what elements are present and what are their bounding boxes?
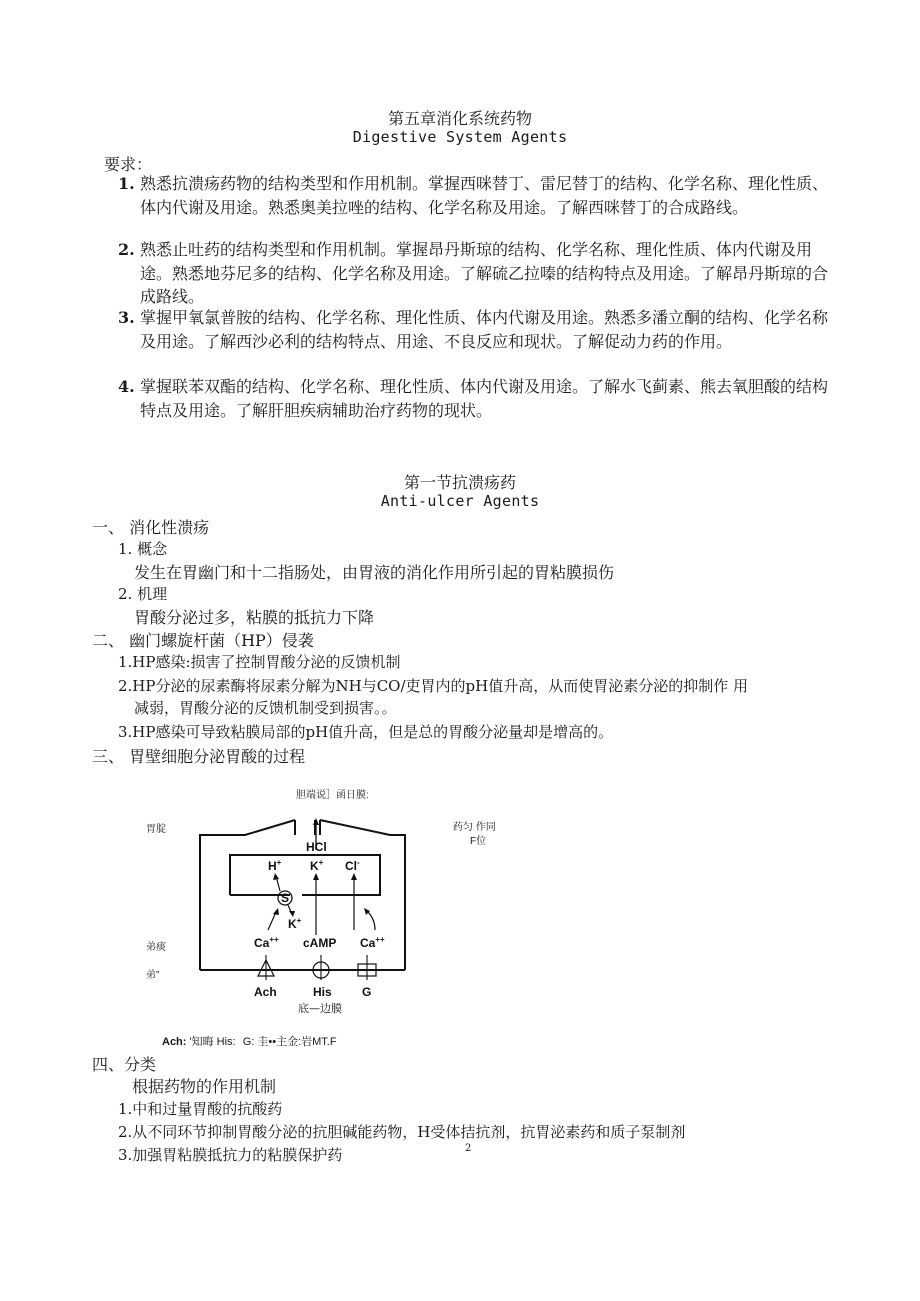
hp-point-3: 3.HP感染可导致粘膜局部的pH值升高，但是总的胃酸分泌量却是增高的。 [118,723,614,741]
page-number: 2 [465,1143,472,1154]
requirement-item-1 [118,172,828,219]
heading-peptic-ulcer: 一、 消化性溃疡 [92,518,210,537]
ca-left-label: Ca++ [254,935,279,950]
hp-point-1: 1.HP感染:损害了控制胃酸分泌的反馈机制 [118,653,401,671]
diagram-right-top-2: F位 [470,836,487,847]
section-title-cn: 第一节抗溃疡药 [403,473,516,492]
k-ion-inner-label: K+ [288,916,302,931]
requirement-text: 掌握联苯双酯的结构、化学名称、理化性质、体内代谢及用途。了解水飞蓟素、熊去氧胆酸的结构特点及用途。了解肝胆疾病辅助治疗药物的现状。 [140,377,829,420]
requirement-num: 4. [118,377,135,396]
diagram-right-top-1: 药匀 作同 [453,822,496,833]
diagram-top-caption: 胆端说］函日膜: [296,790,369,801]
requirement-num: 2. [118,240,135,259]
hcl-label: HCl [306,840,327,854]
his-label: His [313,985,332,999]
heading-hp: 二、 幽门螺旋杆菌（HP）侵袭 [92,631,314,650]
hp-point-2b: 减弱，胃酸分泌的反馈机制受到损害。。 [134,699,397,717]
section-title-en: Anti-ulcer Agents [380,492,540,510]
heading-parietal-cell: 三、 胃壁细胞分泌胃酸的过程 [92,747,306,766]
diagram-left-mid2: 弟” [146,970,160,981]
g-label: G [362,985,372,999]
parietal-cell-diagram [180,800,430,1040]
class-item-3: 3.加强胃粘膜抵抗力的粘膜保护药 [118,1146,343,1164]
requirement-text: 熟悉抗溃疡药物的结构类型和作用机制。掌握西咪替丁、雷尼替丁的结构、化学名称、理化性质、体内代谢及用途。熟悉奥美拉唑的结构、化学名称及用途。了解西咪替丁的合成路线。 [140,174,829,217]
diagram-left-mid1: 弟痰 [146,942,166,953]
requirement-item-3 [118,306,828,353]
chapter-title-cn: 第五章消化系统药物 [387,109,532,128]
h-ion-label: H+ [268,858,282,873]
mechanism-text: 胃酸分泌过多，粘膜的抵抗力下降 [134,608,375,627]
bottom-membrane-label: 底—边膜 [298,1002,342,1015]
mechanism-label: 2. 机理 [118,585,168,603]
diagram-left-top: 胃腚 [146,824,166,835]
requirement-item-4 [118,375,828,422]
requirement-text: 熟悉止吐药的结构类型和作用机制。掌握昂丹斯琼的结构、化学名称、理化性质、体内代谢及用途。熟悉地芬尼多的结构、化学名称及用途。了解硫乙拉嗪的结构特点及用途。了解昂丹斯琼的合成路线。 [140,240,829,306]
requirement-item-2 [118,238,828,309]
ach-label: Ach [254,985,277,999]
concept-text: 发生在胃幽门和十二指肠处，由胃液的消化作用所引起的胃粘膜损伤 [134,563,615,582]
classification-basis: 根据药物的作用机制 [132,1077,277,1096]
ca-right-label: Ca++ [360,935,385,950]
diagram-legend: Ach: '知晦 His: G: 圭••主金:岩MT.F [162,1036,337,1048]
cl-ion-label: Cl- [345,858,360,873]
chapter-title-en: Digestive System Agents [352,128,568,146]
requirement-num: 1. [118,174,135,193]
pump-s-label: S [281,891,290,905]
heading-classification: 四、分类 [92,1055,157,1074]
requirement-num: 3. [118,308,135,327]
requirements-heading: 要求： [104,155,153,174]
requirement-text: 掌握甲氧氯普胺的结构、化学名称、理化性质、体内代谢及用途。熟悉多潘立酮的结构、化学名称及用途。了解西沙必利的结构特点、用途、不良反应和现状。了解促动力药的作用。 [140,308,829,351]
camp-label: cAMP [303,936,337,950]
class-item-1: 1.中和过量胃酸的抗酸药 [118,1100,283,1118]
hp-point-2a: 2.HP分泌的尿素酶将尿素分解为NH与CO/吏胃内的pH值升高，从而使胃泌素分泌的抑制作 用 [118,677,748,695]
concept-label: 1. 概念 [118,540,168,558]
k-ion-label: K+ [310,858,324,873]
class-item-2: 2.从不同环节抑制胃酸分泌的抗胆碱能药物，H受体拮抗剂，抗胃泌素药和质子泵制剂 [118,1123,686,1141]
